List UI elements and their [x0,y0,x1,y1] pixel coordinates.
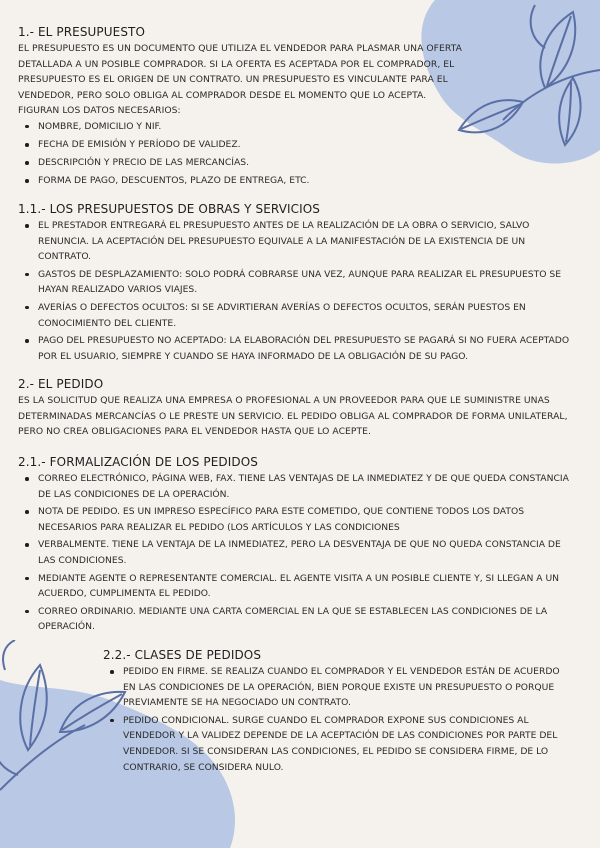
obras-list [18,218,578,364]
list-item: CORREO ORDINARIO. MEDIANTE UNA CARTA COMERCIAL EN LA QUE SE ESTABLECEN LAS CONDICIONES DE LA OPERACIÓN. [18,604,578,635]
list-item: NOMBRE, DOMICILIO Y NIF. [18,119,478,135]
list-item: PEDIDO CONDICIONAL. SURGE CUANDO EL COMPRADOR EXPONE SUS CONDICIONES AL VENDEDOR Y LA VALIDEZ DEPENDE DE LA ACEPTACIÓN DE LAS CONDICIONES POR PARTE DEL VENDEDOR. SI SE CONSIDERAN LAS CONDICIONES, EL PEDIDO SE CONSIDERA FIRME, DE LO CONTRARIO, SE CONSIDERA NULO. [103,713,573,775]
list-item: DESCRIPCIÓN Y PRECIO DE LAS MERCANCÍAS. [18,155,478,171]
list-item: PEDIDO EN FIRME. SE REALIZA CUANDO EL COMPRADOR Y EL VENDEDOR ESTÁN DE ACUERDO EN LAS CONDICIONES DE LA OPERACIÓN, BIEN PORQUE EXISTE UN PRESUPUESTO O PORQUE PREVIAMENTE SE HA NEGOCIADO UN CONTRATO. [103,664,573,711]
list-item: EL PRESTADOR ENTREGARÁ EL PRESUPUESTO ANTES DE LA REALIZACIÓN DE LA OBRA O SERVICIO, SALVO RENUNCIA. LA ACEPTACIÓN DEL PRESUPUESTO EQUIVALE A LA MANIFESTACIÓN DE LA EXISTENCIA DE UN CONTRATO. [18,218,578,265]
list-item: CORREO ELECTRÓNICO, PÁGINA WEB, FAX. TIENE LAS VENTAJAS DE LA INMEDIATEZ Y DE QUE QUEDA CONSTANCIA DE LAS CONDICIONES DE LA OPERACIÓN. [18,471,578,502]
section-presupuestos-obras [18,202,578,366]
list-item: FECHA DE EMISIÓN Y PERÍODO DE VALIDEZ. [18,137,478,153]
list-item: VERBALMENTE. TIENE LA VENTAJA DE LA INMEDIATEZ, PERO LA DESVENTAJA DE QUE NO QUEDA CONSTANCIA DE LAS CONDICIONES. [18,537,578,568]
section-title: 1.1.- LOS PRESUPUESTOS DE OBRAS Y SERVICIOS [18,202,321,216]
list-item: PAGO DEL PRESUPUESTO NO ACEPTADO: LA ELABORACIÓN DEL PRESUPUESTO SE PAGARÁ SI NO FUERA ACEPTADO POR EL USUARIO, SIEMPRE Y CUANDO SE HAYA INFORMADO DE LA OBLIGACIÓN DE SU PAGO. [18,333,578,364]
section-intro: FIGURAN LOS DATOS NECESARIOS: [18,105,181,117]
section-formalizacion [18,455,578,637]
section-body: ES LA SOLICITUD QUE REALIZA UNA EMPRESA O PROFESIONAL A UN PROVEEDOR PARA QUE LE SUMINISTRE UNAS DETERMINADAS MERCANCÍAS O LE PRESTE UN SERVICIO. EL PEDIDO OBLIGA AL COMPRADOR DE FORMA UNILATERAL, PERO NO CREA OBLIGACIONES PARA EL VENDEDOR HASTA QUE LO ACEPTE. [18,395,568,438]
list-item: AVERÍAS O DEFECTOS OCULTOS: SI SE ADVIRTIERAN AVERÍAS O DEFECTOS OCULTOS, SERÁN PUESTOS EN CONOCIMIENTO DEL CLIENTE. [18,300,578,331]
section-clases-pedidos [103,648,573,777]
list-item: FORMA DE PAGO, DESCUENTOS, PLAZO DE ENTREGA, ETC. [18,173,478,189]
section-pedido [18,377,578,440]
formalizacion-list [18,471,578,635]
data-list [18,119,478,189]
section-title: 2.2.- CLASES DE PEDIDOS [103,648,262,662]
section-title: 2.1.- FORMALIZACIÓN DE LOS PEDIDOS [18,455,258,469]
section-title: 2.- EL PEDIDO [18,377,104,391]
section-presupuesto [18,25,478,191]
list-item: MEDIANTE AGENTE O REPRESENTANTE COMERCIAL. EL AGENTE VISITA A UN POSIBLE CLIENTE Y, SI LLEGAN A UN ACUERDO, CUMPLIMENTA EL PEDIDO. [18,571,578,602]
section-body: EL PRESUPUESTO ES UN DOCUMENTO QUE UTILIZA EL VENDEDOR PARA PLASMAR UNA OFERTA DETALLADA A UN POSIBLE COMPRADOR. SI LA OFERTA ES ACEPTADA POR EL COMPRADOR, EL PRESUPUESTO ES EL ORIGEN DE UN CONTRATO. UN PRESUPUESTO ES VINCULANTE PARA EL VENDEDOR, PERO SOLO OBLIGA AL COMPRADOR DESDE EL MOMENTO QUE LO ACEPTA. [18,43,462,101]
list-item: NOTA DE PEDIDO. ES UN IMPRESO ESPECÍFICO PARA ESTE COMETIDO, QUE CONTIENE TODOS LOS DATOS NECESARIOS PARA REALIZAR EL PEDIDO (LOS ARTÍCULOS Y LAS CONDICIONES [18,504,578,535]
list-item: GASTOS DE DESPLAZAMIENTO: SOLO PODRÁ COBRARSE UNA VEZ, AUNQUE PARA REALIZAR EL PRESUPUESTO SE HAYAN REALIZADO VARIOS VIAJES. [18,267,578,298]
clases-list [103,664,573,775]
section-title: 1.- EL PRESUPUESTO [18,25,146,39]
